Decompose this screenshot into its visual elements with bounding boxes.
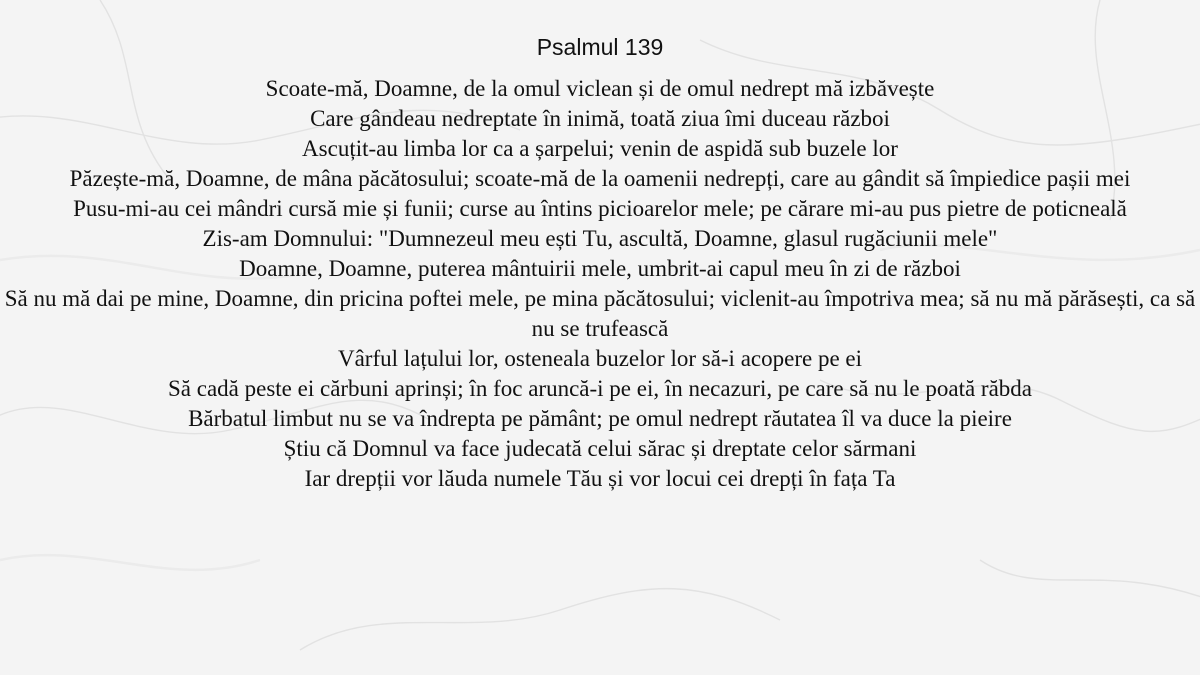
verse-line: Doamne, Doamne, puterea mântuirii mele, umbrit-ai capul meu în zi de război	[239, 256, 961, 281]
verse-line: Care gândeau nedreptate în inimă, toată ziua îmi duceau război	[310, 106, 890, 131]
verse-line: Zis-am Domnului: "Dumnezeul meu ești Tu, ascultă, Doamne, glasul rugăciunii mele"	[202, 226, 998, 251]
verse-line: Pusu-mi-au cei mândri cursă mie și funii; curse au întins picioarelor mele; pe cărare mi-au pus pietre de poticneală	[73, 196, 1127, 221]
verse-line: Păzește-mă, Doamne, de mâna păcătosului; scoate-mă de la oamenii nedrepți, care au gândit să împiedice pașii mei	[69, 166, 1131, 191]
verse-line: Iar drepții vor lăuda numele Tău și vor locui cei drepți în fața Ta	[304, 466, 896, 491]
verse-line: Să cadă peste ei cărbuni aprinși; în foc aruncă-i pe ei, în necazuri, pe care să nu le poată răbda	[168, 376, 1032, 401]
verse-line: Știu că Domnul va face judecată celui sărac și dreptate celor sărmani	[283, 436, 917, 461]
verse-line: Vârful lațului lor, osteneala buzelor lor să-i acopere pe ei	[337, 346, 862, 371]
verse-list	[2, 74, 1198, 494]
verse-line: Scoate-mă, Doamne, de la omul viclean și de omul nedrept mă izbăvește	[265, 76, 935, 101]
verse-line: Să nu mă dai pe mine, Doamne, din pricina poftei mele, pe mina păcătosului; viclenit-au împotriva mea; să nu mă părăsești, ca să nu se trufească	[4, 286, 1196, 341]
verse-line: Ascuțit-au limba lor ca a șarpelui; venin de aspidă sub buzele lor	[302, 136, 898, 161]
verse-line: Bărbatul limbut nu se va îndrepta pe pământ; pe omul nedrept răutatea îl va duce la pieire	[188, 406, 1012, 431]
document-title: Psalmul 139	[536, 34, 664, 60]
